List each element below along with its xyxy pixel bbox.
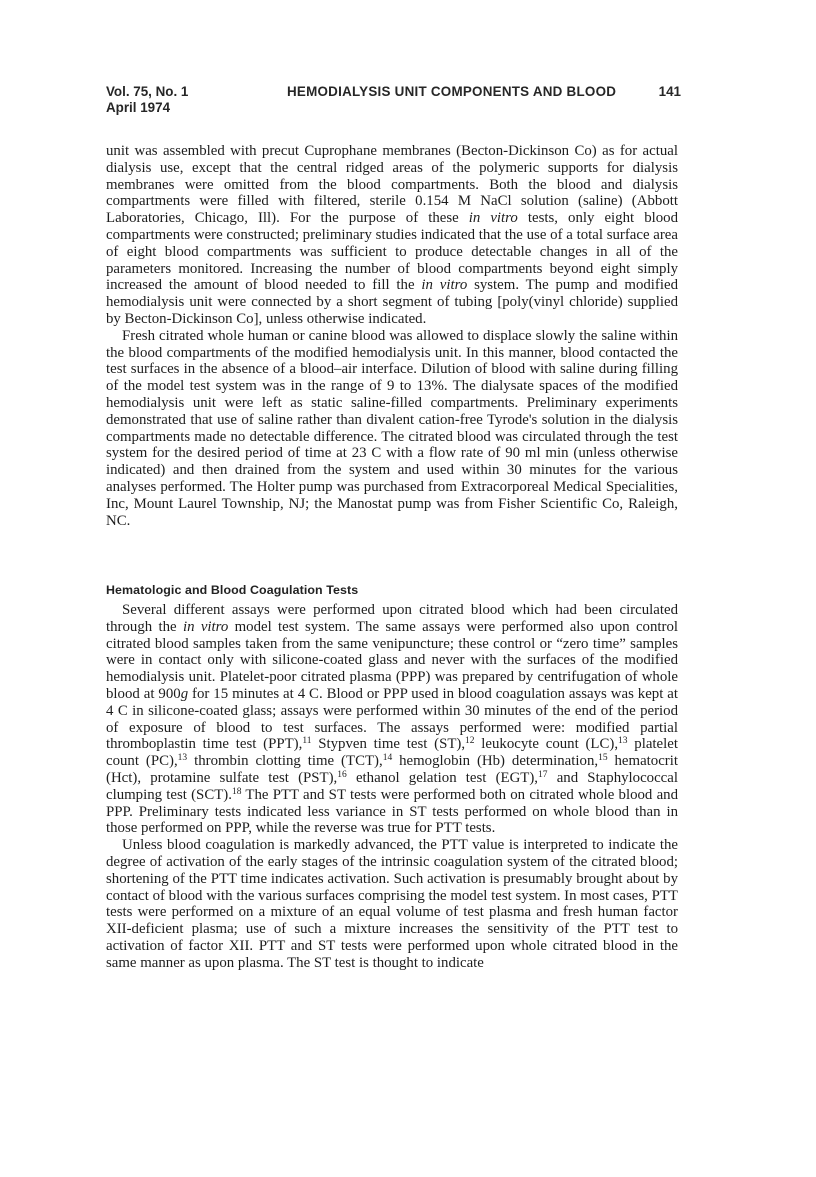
reference-superscript: 12 [465,736,475,747]
text-run: platelet count (PC), [106,736,678,770]
reference-superscript: 11 [302,736,312,747]
reference-superscript: 13 [618,736,628,747]
text-run: leukocyte count (LC), [474,736,619,753]
reference-superscript: 17 [538,769,548,780]
paragraph-dialysis-unit-assembly [106,143,678,328]
text-run: hemoglobin (Hb) determination, [392,753,599,770]
text-run: model test system. The same assays were performed also upon control citrated blood samples taken from the same venipuncture; these control or “zero time” samples were in contact only with silicone-coated glass and never with the surfaces of the modified hemodialysis unit. Platelet-poor citrated plasma (PPP) was prepared by centrifugation of whole blood at 900 [106,618,678,702]
text-run: system. The pump and modified hemodialysis unit were connected by a short segment of tubing [poly(vinyl chloride) supplied by Becton-Dickinson Co], unless otherwise indicated. [106,277,678,327]
methods-continued-section [106,143,678,529]
paragraph-assays-performed [106,602,678,837]
text-run: and Staphylococcal clumping test (SCT). [106,769,678,803]
italic-term: in vitro [421,277,468,294]
text-run: unit was assembled with precut Cuprophane membranes (Becton-Dickinson Co) as for actual dialysis use, except that the central ridged areas of the polymeric supports for dialysis membranes were omitted from the blood compartments. Both the blood and dialysis compartments were filled with filtered, sterile 0.154 M NaCl solution (saline) (Abbott Laboratories, Chicago, Ill). For the purpose of these [106,143,678,227]
hematologic-tests-section [106,602,678,972]
italic-term: in vitro [468,210,518,227]
text-run: thrombin clotting time (TCT), [187,753,383,770]
issue-date: April 1974 [106,99,171,115]
text-run: Several different assays were performed upon citrated blood which had been circulated through the [106,602,678,635]
volume-number: Vol. 75, No. 1 [106,84,189,99]
paragraph-ptt-interpretation: Unless blood coagulation is markedly advanced, the PTT value is interpreted to indicate the degree of activation of the early stages of the intrinsic coagulation system of the citrated blood; shortening of the PTT time indicates activation. Such activation is presumably brought about by contact of blood with the various surfaces comprising the model test system. In most cases, PTT tests were performed on a mixture of an equal volume of test plasma and fresh human factor XII-deficient plasma; use of such a mixture increases the sensitivity of the PTT test to activation of factor XII. PTT and ST tests were performed upon whole citrated blood in the same manner as upon plasma. The ST test is thought to indicate [106,837,678,971]
reference-superscript: 15 [598,753,608,764]
running-header [106,84,681,120]
text-run: Stypven time test (ST), [311,736,466,753]
text-run: hematocrit (Hct), protamine sulfate test (PST), [106,753,678,786]
reference-superscript: 16 [337,769,347,780]
running-title: HEMODIALYSIS UNIT COMPONENTS AND BLOOD [287,84,617,99]
reference-superscript: 14 [382,753,393,764]
text-run: ethanol gelation test (EGT), [346,769,539,786]
text-run: tests, only eight blood compartments were constructed; preliminary studies indicated that the use of a total surface area of eight blood compartments was sufficient to produce detectable changes in all of the parameters monitored. Increasing the number of blood compartments beyond eight simply increased the amount of blood needed to fill the [106,210,679,294]
italic-term: in vitro [182,618,229,635]
journal-issue [106,84,188,115]
reference-superscript: 18 [231,786,242,797]
paragraph-blood-circulation: Fresh citrated whole human or canine blood was allowed to displace slowly the saline within the blood compartments of the modified hemodialysis unit. In this manner, blood contacted the test surfaces in the absence of a blood–air interface. Dilution of blood with saline during filling of the model test system was in the range of 9 to 13%. The dialysate spaces of the modified hemodialysis unit were left as static saline-filled compartments. Preliminary experiments demonstrated that use of saline rather than divalent cation-free Tyrode's solution in the dialysis compartments made no detectable difference. The citrated blood was circulated through the test system for the desired period of time at 23 C with a flow rate of 90 ml min (unless otherwise indicated) and then drained from the system and used within 30 minutes for the various analyses performed. The Holter pump was purchased from Extracorporeal Medical Specialities, Inc, Mount Laurel Township, NJ; the Manostat pump was from Fisher Scientific Co, Raleigh, NC. [106,327,678,529]
italic-term: g [180,685,189,702]
reference-superscript: 13 [177,753,188,764]
section-heading: Hematologic and Blood Coagulation Tests [106,583,359,597]
page-number: 141 [658,84,681,99]
text-run: for 15 minutes at 4 C. Blood or PPP used in blood coagulation assays was kept at 4 C in silicone-coated glass; assays were performed within 30 minutes of the end of the period of exposure of blood to test surfaces. The assays performed were: modified partial thromboplastin time test (PPT), [106,685,679,753]
text-run: The PTT and ST tests were performed both on citrated whole blood and PPP. Preliminary tests indicated less variance in ST tests performed on whole blood than in those performed on PPP, while the reverse was true for PTT tests. [106,786,678,837]
